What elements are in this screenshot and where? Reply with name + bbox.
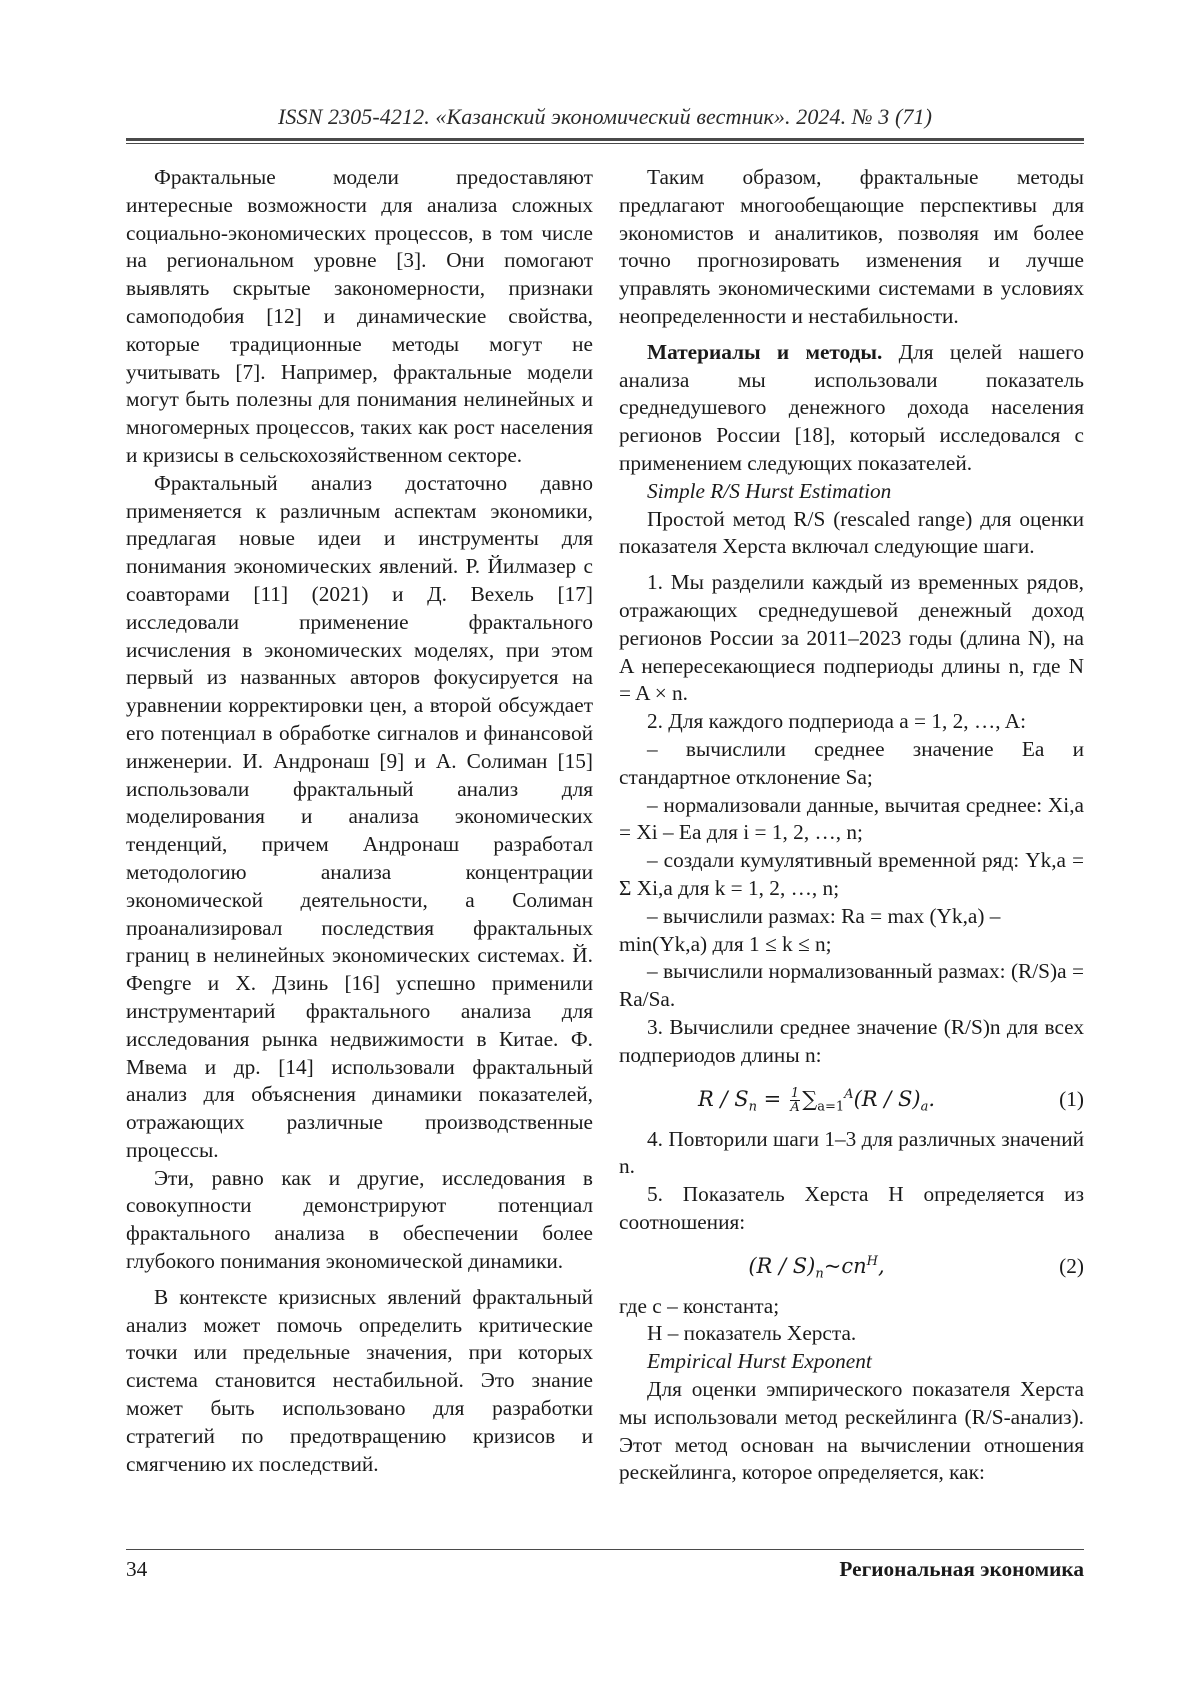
step-3: 3. Вычислили среднее значение (R/S)n для всех подпериодов длины n: [619,1014,1084,1067]
equation-2-expression: $(R / S)_n\sim cn^H$, [748,1253,885,1282]
subsection-simple-rs-title: Simple R/S Hurst Estimation [647,478,892,503]
right-column [619,164,1084,1487]
step-5: 5. Показатель Херста H определяется из соотношения: [619,1182,1084,1234]
running-head: ISSN 2305-4212. «Казанский экономический вестник». 2024. № 3 (71) [277,104,933,129]
left-column [126,164,593,1478]
empirical-hurst-text: Для оценки эмпирического показателя Херста мы использовали метод рескейлинга (R/S-анализ). Этот метод основан на вычислении отношения рескейлинга, которое определяется, как: [619,1377,1084,1485]
header-rule-thin [126,143,1084,144]
right-paragraph-1: Таким образом, фрактальные методы предлагают многообещающие перспективы для экономистов и аналитиков, позволяя им более точно прогнозировать изменения и лучше управлять экономическими системами в условиях неопределенности и нестабильности. [619,165,1084,328]
subsection-empirical-hurst-title: Empirical Hurst Exponent [647,1349,872,1374]
methods-text: Для целей нашего анализа мы использовали показатель среднедушевого денежного дохода населения регионов России [18], который исследовался с применением следующих показателей. [619,339,1084,475]
step-2-bullet-normalize: – нормализовали данные, вычитая среднее: Xi,a = Xi – Ea для i = 1, 2, …, n; [619,792,1084,845]
step-2-bullet-cumulative: – создали кумулятивный временной ряд: Yk,a = Σ Xi,a для k = 1, 2, …, n; [619,848,1084,900]
where-c: где c – константа; [619,1293,780,1318]
step-2-bullet-rescaled-range: – вычислили нормализованный размах: (R/S)a = Ra/Sa. [619,959,1084,1012]
where-h: H – показатель Херста. [647,1321,857,1346]
step-1: 1. Мы разделили каждый из временных рядов, отражающих среднедушевой денежный доход регионов России за 2011–2023 годы (длина N), на A непересекающиеся подпериоды длины n, где N = A × n. [619,570,1084,706]
equation-2-number: (2) [1059,1253,1084,1278]
header-rule [126,138,1084,141]
equation-1 [619,1080,1084,1122]
step-2-bullet-range: – вычислили размах: Ra = max (Yk,a) – min(Yk,a) для 1 ≤ k ≤ n; [619,903,1001,956]
methods-heading: Материалы и методы. [647,339,883,364]
step-4: 4. Повторили шаги 1–3 для различных значений n. [619,1126,1084,1179]
section-name: Региональная экономика [839,1557,1084,1581]
left-paragraph-2: Фрактальный анализ достаточно давно применяется к различным аспектам экономики, предлагая новые идеи и инструменты для понимания экономических явлений. Р. Йилмазер с соавторами [11] (2021) и Д. Вехель [17] исследовали применение фрактального исчисления в экономических моделях, при этом первый из названных авторов фокусируется на уравнении корректировки цен, а второй обсуждает его потенциал в обработке сигналов и финансовой инженерии. И. Андронаш [9] и А. Солиман [15] использовали фрактальный анализ для моделирования и анализа экономических тенденций, причем Андронаш разработал методологию анализа концентрации экономической деятельности, а Солиман проанализировал последствия фрактальных границ в нелинейных экономических системах. Й. Фengге и Х. Дзинь [16] успешно применили инструментарий фрактального анализа для исследования рынка недвижимости в Китае. Ф. Мвема и др. [14] использовали фрактальный анализ для объяснения динамики показателей, отражающих различные производственные процессы. [126,470,593,1162]
methods-paragraph [619,339,1084,478]
left-paragraph-4: В контексте кризисных явлений фрактальный анализ может помочь определить критические точки или предельные значения, при которых система становится нестабильной. Это знание может быть использовано для разработки стратегий по предотвращению кризисов и смягчению их последствий. [126,1284,593,1476]
footer-rule [126,1549,1084,1550]
left-paragraph-3: Эти, равно как и другие, исследования в совокупности демонстрируют потенциал фрактального анализа в обеспечении более глубокого понимания экономической динамики. [126,1165,593,1274]
equation-1-number: (1) [1059,1086,1084,1111]
page-number: 34 [126,1557,148,1581]
left-paragraph-1: Фрактальные модели предоставляют интересные возможности для анализа сложных социально-экономических процессов, в том числе на региональном уровне [3]. Они помогают выявлять скрытые закономерности, признаки самоподобия [12] и динамические свойства, которые традиционные методы могут не учитывать [7]. Например, фрактальные модели могут быть полезны для понимания нелинейных и многомерных процессов, таких как рост населения и кризисы в сельскохозяйственном секторе. [126,165,593,467]
simple-rs-intro: Простой метод R/S (rescaled range) для оценки показателя Херста включал следующие шаги. [619,506,1084,559]
equation-1-expression: R / $S_n$ = $\frac{1}{A}$ $\sum_{a=1}^A(R / S)_a$. [697,1085,936,1115]
equation-2 [619,1247,1084,1289]
step-2-bullet-mean: – вычислили среднее значение Ea и стандартное отклонение Sa; [619,736,1084,789]
step-2: 2. Для каждого подпериода a = 1, 2, …, A: [647,709,1027,734]
